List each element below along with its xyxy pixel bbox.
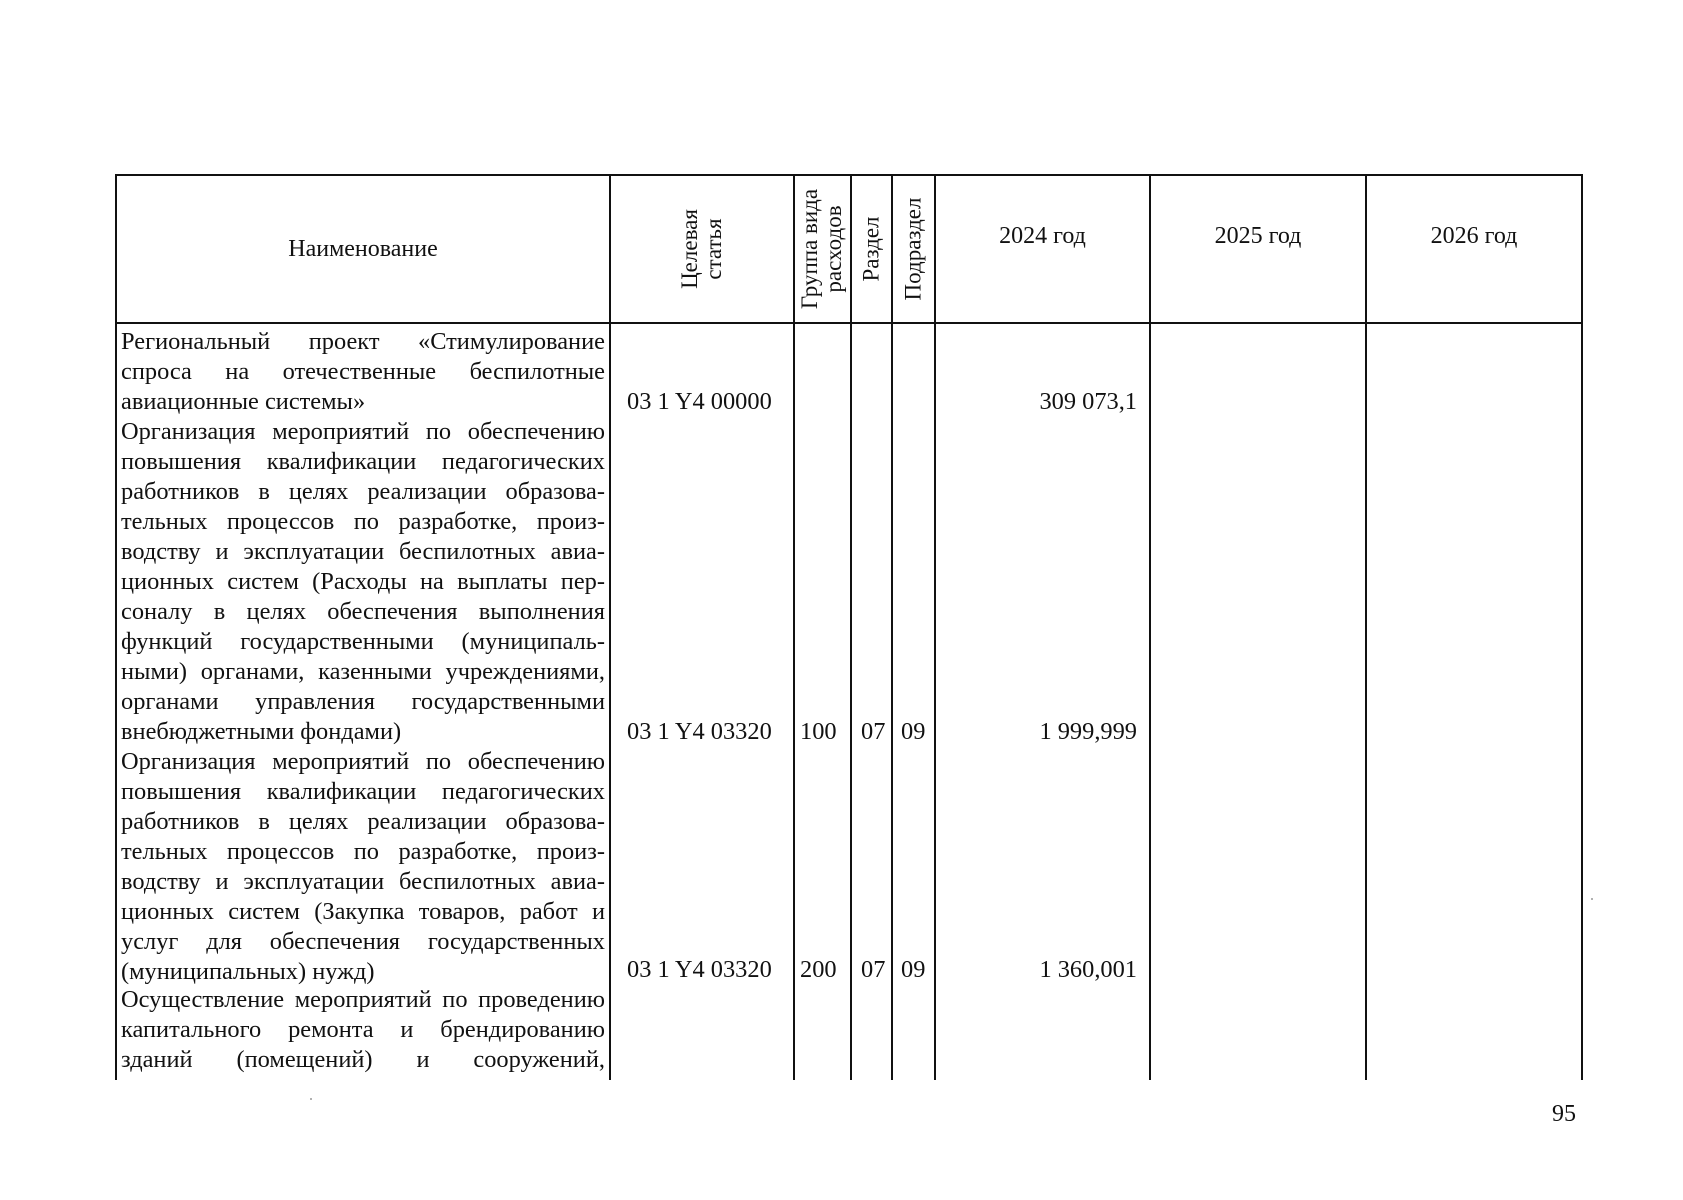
row-4-name: Осуществление мероприятий по проведению капитального ремонта и брендированию зданий (помещений) и сооружений, [121,986,605,1073]
header-year-2024: 2024 год [999,222,1086,249]
row-1-target-article: 03 1 Y4 00000 [627,388,772,415]
header-target-article [611,176,793,322]
row-1-2024: 309 073,1 [1039,388,1137,415]
row-1-name: Региональный проект «Стимулирование спроса на отечественные беспилотные авиационные системы» [121,328,605,415]
scan-speck [310,1098,312,1100]
row-2-target-article: 03 1 Y4 03320 [627,718,772,745]
row-3-target-article: 03 1 Y4 03320 [627,956,772,983]
row-3-expense-group: 200 [800,956,837,983]
row-2-expense-group: 100 [800,718,837,745]
header-year-2025: 2025 год [1214,222,1302,249]
row-3-section: 07 [861,956,886,983]
header-bottom-border [115,322,1583,324]
header-expense-group-line1: Группа вида [797,188,823,310]
row-2-subsection: 09 [901,718,926,745]
header-subsection-label: Подраздел [900,197,926,301]
col-border-2025 [1365,174,1367,1080]
col-border-2024 [1149,174,1151,1080]
header-subsection [893,176,934,322]
header-section [852,176,891,322]
scan-speck [1591,898,1593,900]
row-3-name: Организация мероприятий по обеспечению повышения квалификации педагогических работников в целях реализации образовательных процессов по разработке, производству и эксплуатации беспилотных авиационных систем (Закупка товаров, работ и услуг для обеспечения государственных (муниципальных) нужд) [121,748,605,985]
row-2-name: Организация мероприятий по обеспечению повышения квалификации педагогических работников в целях реализации образовательных процессов по разработке, производству и эксплуатации беспилотных авиационных систем (Расходы на выплаты персоналу в целях обеспечения выполнения функций государственными (муниципальными) органами, казенными учреждениями, органами управления государственными внебюджетными фондами) [121,418,605,745]
row-3-subsection: 09 [901,956,926,983]
col-border-subsection [934,174,936,1080]
row-2-section: 07 [861,718,886,745]
header-name: Наименование [288,235,438,262]
row-2-2024: 1 999,999 [1039,718,1137,745]
header-target-article-line2: статья [700,218,726,280]
page-number: 95 [1552,1101,1576,1127]
header-section-label: Раздел [858,216,884,282]
header-target-article-line1: Целевая [676,209,702,289]
row-3-2024: 1 360,001 [1039,956,1137,983]
header-expense-group-line2: расходов [821,205,847,293]
header-expense-group [795,176,850,322]
header-year-2026: 2026 год [1430,222,1518,249]
col-border-right [1581,174,1583,1080]
